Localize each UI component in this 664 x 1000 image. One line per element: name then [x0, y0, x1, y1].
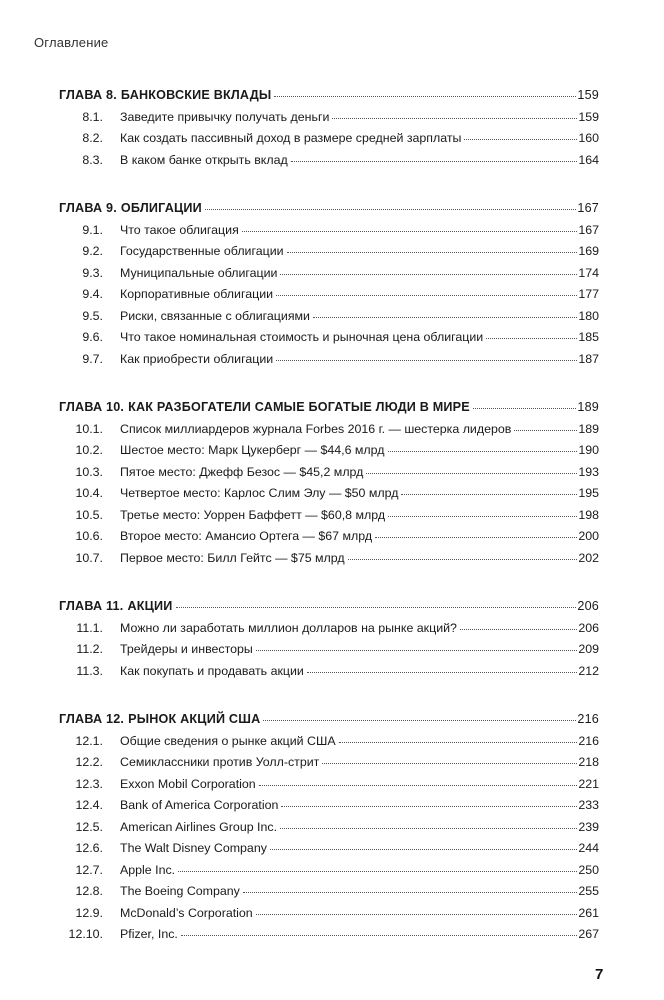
dot-leader — [181, 935, 577, 936]
toc-entry[interactable] — [59, 798, 599, 820]
section-number: 12.9. — [75, 905, 103, 920]
section-page-number: 221 — [578, 776, 599, 791]
toc-entry[interactable] — [59, 287, 599, 309]
chapter-title — [59, 201, 204, 215]
section-title: Что такое номинальная стоимость и рыночная цена облигации — [120, 330, 484, 344]
section-title: The Walt Disney Company — [120, 841, 267, 855]
chapter-page-number: 159 — [577, 88, 599, 102]
section-number: 12.6. — [75, 841, 103, 855]
toc-entry[interactable] — [59, 777, 599, 799]
dot-leader — [388, 516, 577, 517]
section-title: Риски, связанные с облигациями — [120, 308, 310, 323]
toc-entry[interactable] — [59, 223, 599, 245]
toc-entry[interactable] — [59, 529, 599, 551]
section-page-number: 267 — [578, 927, 599, 941]
toc-entry[interactable] — [59, 621, 599, 643]
dot-leader — [270, 849, 577, 850]
section-number: 9.3. — [82, 265, 103, 280]
section-page-number: 174 — [578, 265, 599, 280]
section-number: 9.2. — [82, 244, 103, 258]
chapter-number: ГЛАВА 8. — [59, 88, 117, 102]
page-number: 7 — [595, 966, 604, 983]
section-page-number: 206 — [578, 620, 599, 635]
dot-leader — [464, 139, 577, 140]
dot-leader — [280, 828, 577, 829]
dot-leader — [313, 317, 577, 318]
section-title: Как приобрести облигации — [120, 351, 274, 366]
dot-leader — [291, 161, 578, 162]
toc-entry[interactable] — [59, 927, 599, 949]
dot-leader — [322, 763, 577, 764]
section-number: 12.8. — [75, 884, 103, 898]
section-title: Муниципальные облигации — [120, 265, 278, 280]
dot-leader — [460, 629, 577, 630]
section-number: 9.4. — [82, 287, 103, 301]
section-number: 12.7. — [75, 862, 103, 877]
section-page-number: 185 — [578, 330, 599, 344]
section-page-number: 212 — [578, 663, 599, 678]
dot-leader — [514, 430, 577, 431]
dot-leader — [332, 118, 577, 119]
section-title: Государственные облигации — [120, 244, 284, 258]
dot-leader — [176, 607, 577, 608]
chapter-page-number: 167 — [577, 201, 599, 215]
chapter-block — [59, 599, 599, 685]
section-title: Пятое место: Джефф Безос — $45,2 млрд — [120, 464, 364, 479]
section-page-number: 239 — [578, 819, 599, 834]
chapter-heading[interactable] — [59, 88, 599, 110]
section-page-number: 233 — [578, 798, 599, 812]
section-number: 12.1. — [75, 733, 103, 748]
dot-leader — [486, 338, 577, 339]
dot-leader — [281, 806, 577, 807]
section-number: 8.3. — [82, 152, 103, 167]
chapter-title-text: АКЦИИ — [127, 599, 173, 613]
chapter-page-number: 206 — [577, 599, 599, 613]
section-title: Третье место: Уоррен Баффетт — $60,8 млрд — [120, 507, 386, 522]
section-page-number: 244 — [578, 841, 599, 855]
toc-entry[interactable] — [59, 508, 599, 530]
toc-entry[interactable] — [59, 352, 599, 374]
section-title: Второе место: Амансио Ортега — $67 млрд — [120, 529, 373, 543]
toc-entry[interactable] — [59, 820, 599, 842]
section-number: 12.4. — [75, 798, 103, 812]
dot-leader — [280, 274, 577, 275]
section-title: Список миллиардеров журнала Forbes 2016 г. — шестерка лидеров — [120, 421, 512, 436]
section-number: 8.1. — [82, 109, 103, 124]
section-number: 11.1. — [76, 620, 103, 635]
chapter-heading[interactable] — [59, 599, 599, 621]
section-number: 9.7. — [82, 351, 103, 366]
chapter-title — [59, 599, 175, 613]
dot-leader — [263, 720, 576, 721]
chapter-block — [59, 712, 599, 949]
section-title: American Airlines Group Inc. — [120, 819, 278, 834]
dot-leader — [243, 892, 577, 893]
chapter-page-number: 189 — [577, 400, 599, 414]
dot-leader — [274, 96, 576, 97]
toc-entry[interactable] — [59, 443, 599, 465]
section-title: Трейдеры и инвесторы — [120, 642, 253, 656]
section-page-number: 189 — [578, 421, 599, 436]
section-number: 11.2. — [76, 642, 103, 656]
section-number: 11.3. — [76, 663, 103, 678]
dot-leader — [473, 408, 577, 409]
toc-entry[interactable] — [59, 422, 599, 444]
section-number: 10.2. — [75, 443, 103, 457]
dot-leader — [205, 209, 576, 210]
section-number: 12.5. — [75, 819, 103, 834]
section-page-number: 164 — [578, 152, 599, 167]
table-of-contents — [59, 88, 599, 976]
chapter-number: ГЛАВА 12. — [59, 712, 125, 726]
dot-leader — [276, 295, 577, 296]
section-title: Как создать пассивный доход в размере средней зарплаты — [120, 131, 462, 145]
dot-leader — [307, 672, 577, 673]
section-page-number: 187 — [578, 351, 599, 366]
chapter-title-text: ОБЛИГАЦИИ — [120, 201, 202, 215]
section-title: Pfizer, Inc. — [120, 927, 178, 941]
toc-entry[interactable] — [59, 884, 599, 906]
chapter-number: ГЛАВА 10. — [59, 400, 125, 414]
toc-entry[interactable] — [59, 642, 599, 664]
toc-entry[interactable] — [59, 734, 599, 756]
chapter-number: ГЛАВА 9. — [59, 201, 117, 215]
section-title: Как покупать и продавать акции — [120, 663, 304, 678]
dot-leader — [259, 785, 578, 786]
section-title: Шестое место: Марк Цукерберг — $44,6 млрд — [120, 443, 385, 457]
section-page-number: 160 — [578, 131, 599, 145]
section-page-number: 167 — [578, 222, 599, 237]
section-number: 8.2. — [82, 131, 103, 145]
section-number: 10.1. — [75, 421, 103, 436]
section-title: Bank of America Corporation — [120, 798, 279, 812]
section-page-number: 190 — [578, 443, 599, 457]
section-title: McDonald’s Corporation — [120, 905, 253, 920]
dot-leader — [256, 914, 578, 915]
toc-entry[interactable] — [59, 330, 599, 352]
toc-entry[interactable] — [59, 863, 599, 885]
section-title: The Boeing Company — [120, 884, 240, 898]
section-page-number: 261 — [578, 905, 599, 920]
toc-entry[interactable] — [59, 906, 599, 928]
section-title: Заведите привычку получать деньги — [120, 109, 330, 124]
chapter-heading[interactable] — [59, 201, 599, 223]
chapter-number: ГЛАВА 11. — [59, 599, 124, 613]
dot-leader — [276, 360, 577, 361]
section-page-number: 255 — [578, 884, 599, 898]
dot-leader — [348, 559, 578, 560]
section-number: 12.2. — [75, 755, 103, 769]
section-page-number: 195 — [578, 486, 599, 500]
dot-leader — [287, 252, 578, 253]
toc-entry[interactable] — [59, 309, 599, 331]
section-page-number: 159 — [578, 109, 599, 124]
chapter-title-text: БАНКОВСКИЕ ВКЛАДЫ — [120, 88, 272, 102]
section-number: 9.1. — [82, 222, 103, 237]
section-title: Корпоративные облигации — [120, 287, 274, 301]
section-title: Apple Inc. — [120, 862, 176, 877]
section-page-number: 200 — [578, 529, 599, 543]
dot-leader — [366, 473, 577, 474]
section-page-number: 169 — [578, 244, 599, 258]
dot-leader — [256, 650, 577, 651]
section-number: 9.6. — [82, 330, 103, 344]
section-number: 9.5. — [82, 308, 103, 323]
section-number: 10.3. — [75, 464, 103, 479]
section-page-number: 216 — [578, 733, 599, 748]
section-title: Что такое облигация — [120, 222, 239, 237]
section-page-number: 193 — [578, 464, 599, 479]
section-page-number: 218 — [578, 755, 599, 769]
toc-entry[interactable] — [59, 486, 599, 508]
section-number: 10.6. — [75, 529, 103, 543]
chapter-block — [59, 400, 599, 572]
chapter-block — [59, 88, 599, 174]
toc-entry[interactable] — [59, 153, 599, 175]
chapter-title — [59, 712, 262, 726]
section-page-number: 177 — [578, 287, 599, 301]
section-number: 10.7. — [75, 550, 103, 565]
toc-entry[interactable] — [59, 551, 599, 573]
toc-entry[interactable] — [59, 131, 599, 153]
chapter-block — [59, 201, 599, 373]
dot-leader — [388, 451, 578, 452]
chapter-page-number: 216 — [577, 712, 599, 726]
dot-leader — [242, 231, 578, 232]
section-page-number: 180 — [578, 308, 599, 323]
section-title: В каком банке открыть вклад — [120, 152, 288, 167]
section-page-number: 198 — [578, 507, 599, 522]
section-page-number: 209 — [578, 642, 599, 656]
chapter-title-text: РЫНОК АКЦИЙ США — [128, 712, 261, 726]
section-title: Общие сведения о рынке акций США — [120, 733, 336, 748]
toc-entry[interactable] — [59, 465, 599, 487]
section-number: 12.10. — [68, 927, 103, 941]
running-head: Оглавление — [34, 35, 109, 50]
toc-entry[interactable] — [59, 841, 599, 863]
toc-entry[interactable] — [59, 266, 599, 288]
section-title: Можно ли заработать миллион долларов на рынке акций? — [120, 620, 457, 635]
toc-entry[interactable] — [59, 755, 599, 777]
section-number: 10.4. — [75, 486, 103, 500]
chapter-title — [59, 400, 472, 414]
section-number: 12.3. — [75, 776, 103, 791]
section-title: Exxon Mobil Corporation — [120, 776, 256, 791]
dot-leader — [339, 742, 578, 743]
chapter-title — [59, 88, 273, 102]
section-title: Семиклассники против Уолл-стрит — [120, 755, 320, 769]
chapter-title-text: КАК РАЗБОГАТЕЛИ САМЫЕ БОГАТЫЕ ЛЮДИ В МИРЕ — [128, 400, 470, 414]
section-page-number: 250 — [578, 862, 599, 877]
dot-leader — [401, 494, 577, 495]
section-number: 10.5. — [75, 507, 103, 522]
toc-entry[interactable] — [59, 110, 599, 132]
chapter-heading[interactable] — [59, 712, 599, 734]
dot-leader — [178, 871, 577, 872]
section-title: Четвертое место: Карлос Слим Элу — $50 млрд — [120, 486, 399, 500]
section-title: Первое место: Билл Гейтс — $75 млрд — [120, 550, 345, 565]
toc-entry[interactable] — [59, 244, 599, 266]
toc-entry[interactable] — [59, 664, 599, 686]
section-page-number: 202 — [578, 550, 599, 565]
dot-leader — [375, 537, 577, 538]
chapter-heading[interactable] — [59, 400, 599, 422]
